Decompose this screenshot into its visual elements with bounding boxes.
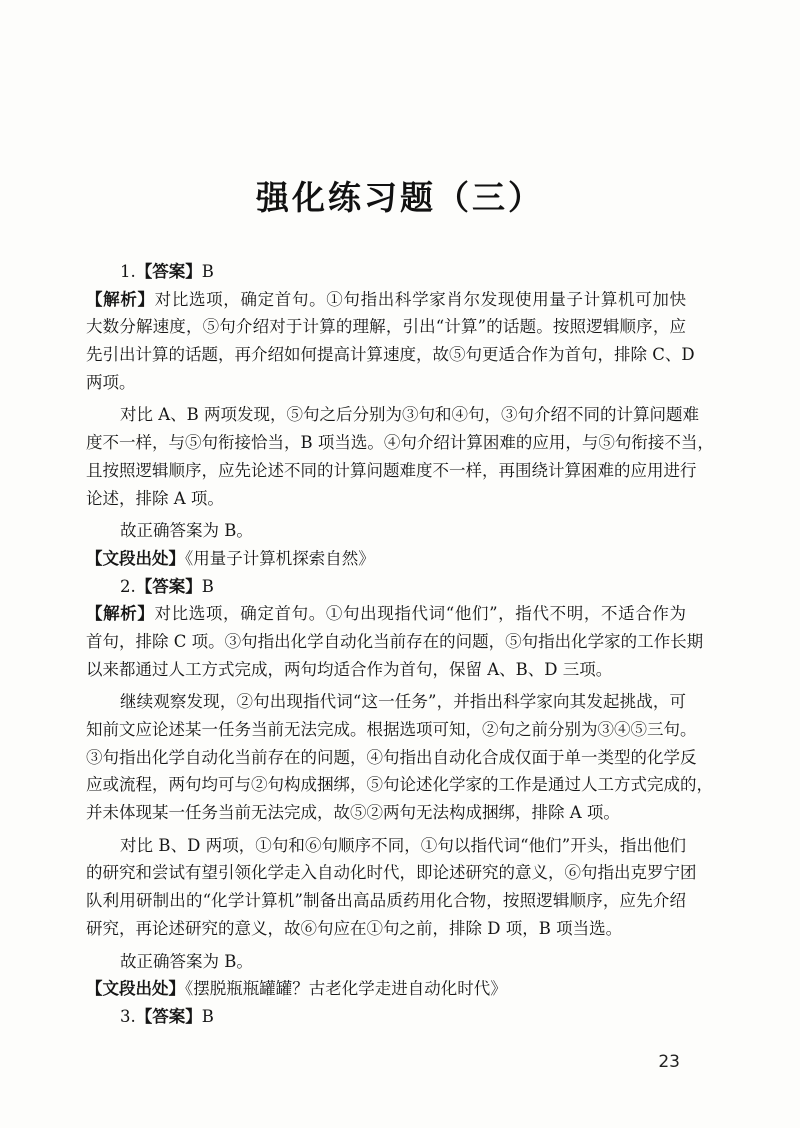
q1-compare-line: 对比 A、B 两项发现，⑤句之后分别为③句和④句，③句介绍不同的计算问题难 [120,405,700,425]
q1-compare-line: 且按照逻辑顺序，应先论述不同的计算问题难度不一样，再围绕计算困难的应用进行 [86,460,697,480]
section-tag: 【答案】 [135,576,202,596]
q1-analysis-line: 【解析】对比选项，确定首句。①句指出科学家肖尔发现使用量子计算机可加快 [86,289,687,309]
q3-answer: 3.【答案】B [120,1006,214,1026]
q2-analysis-line: 【解析】对比选项，确定首句。①句出现指代词“他们”，指代不明，不适合作为 [86,604,686,624]
q2-source: 【文段出处】《摆脱瓶瓶罐罐？古老化学走进自动化时代》 [86,979,507,999]
q1-compare-line: 论述，排除 A 项。 [86,488,224,508]
section-tag: 【解析】 [86,604,155,624]
section-tag: 【解析】 [86,289,155,309]
page-number: 23 [658,1052,680,1072]
q2-observe-line: ③句指出化学自动化当前存在的问题，④句指出自动化合成仅面于单一类型的化学反 [86,747,697,767]
q2-observe-line: 应或流程，两句均可与②句构成捆绑，⑤句论述化学家的工作是通过人工方式完成的， [86,775,713,795]
q2-observe-line: 并未体现某一任务当前无法完成，故⑤②两句无法构成捆绑，排除 A 项。 [86,803,620,823]
q1-answer: 1.【答案】B [120,262,214,281]
q1-source: 【文段出处】《用量子计算机探索自然》 [86,548,375,568]
q1-analysis-line: 先引出计算的话题，再介绍如何提高计算速度，故⑤句更适合作为首句，排除 C、D [86,345,695,365]
q2-answer: 2.【答案】B [120,576,214,596]
page-title: 强化练习题（三） [256,178,544,217]
q2-analysis-line: 首句，排除 C 项。③句指出化学自动化当前存在的问题，⑤句指出化学家的工作长期 [86,631,704,651]
q2-conclusion: 故正确答案为 B。 [120,951,253,971]
answer-explanations [86,258,714,1031]
q2-compare-line: 对比 B、D 两项，①句和⑥句顺序不同，①句以指代词“他们”开头，指出他们 [120,835,686,855]
section-tag: 【答案】 [135,262,202,281]
q2-compare-line: 的研究和尝试有望引领化学走入自动化时代，即论述研究的意义，⑥句指出克罗宁团 [86,863,697,883]
q1-analysis-line: 两项。 [86,372,136,392]
q1-analysis-line: 大数分解速度，⑤句介绍对于计算的理解，引出“计算”的话题。按照逻辑顺序，应 [86,317,686,337]
section-tag: 【答案】 [135,1006,202,1026]
q2-analysis-line: 以来都通过人工方式完成，两句均适合作为首句，保留 A、B、D 三项。 [86,659,613,679]
q2-compare-line: 队利用研制出的“化学计算机”制备出高品质药用化合物，按照逻辑顺序，应先介绍 [86,891,686,911]
q2-observe-line: 知前文应论述某一任务当前无法完成。根据选项可知，②句之前分别为③④⑤三句。 [86,720,697,739]
q1-conclusion: 故正确答案为 B。 [120,521,253,541]
section-tag: 【文段出处】 [86,548,185,568]
section-tag: 【文段出处】 [86,979,185,999]
q1-compare-line: 度不一样，与⑤句衔接恰当，B 项当选。④句介绍计算困难的应用，与⑤句衔接不当， [86,433,714,453]
q2-compare-line: 研究，再论述研究的意义，故⑥句应在①句之前，排除 D 项，B 项当选。 [86,918,623,938]
q2-observe-line: 继续观察发现，②句出现指代词“这一任务”，并指出科学家向其发起挑战，可 [120,692,686,712]
